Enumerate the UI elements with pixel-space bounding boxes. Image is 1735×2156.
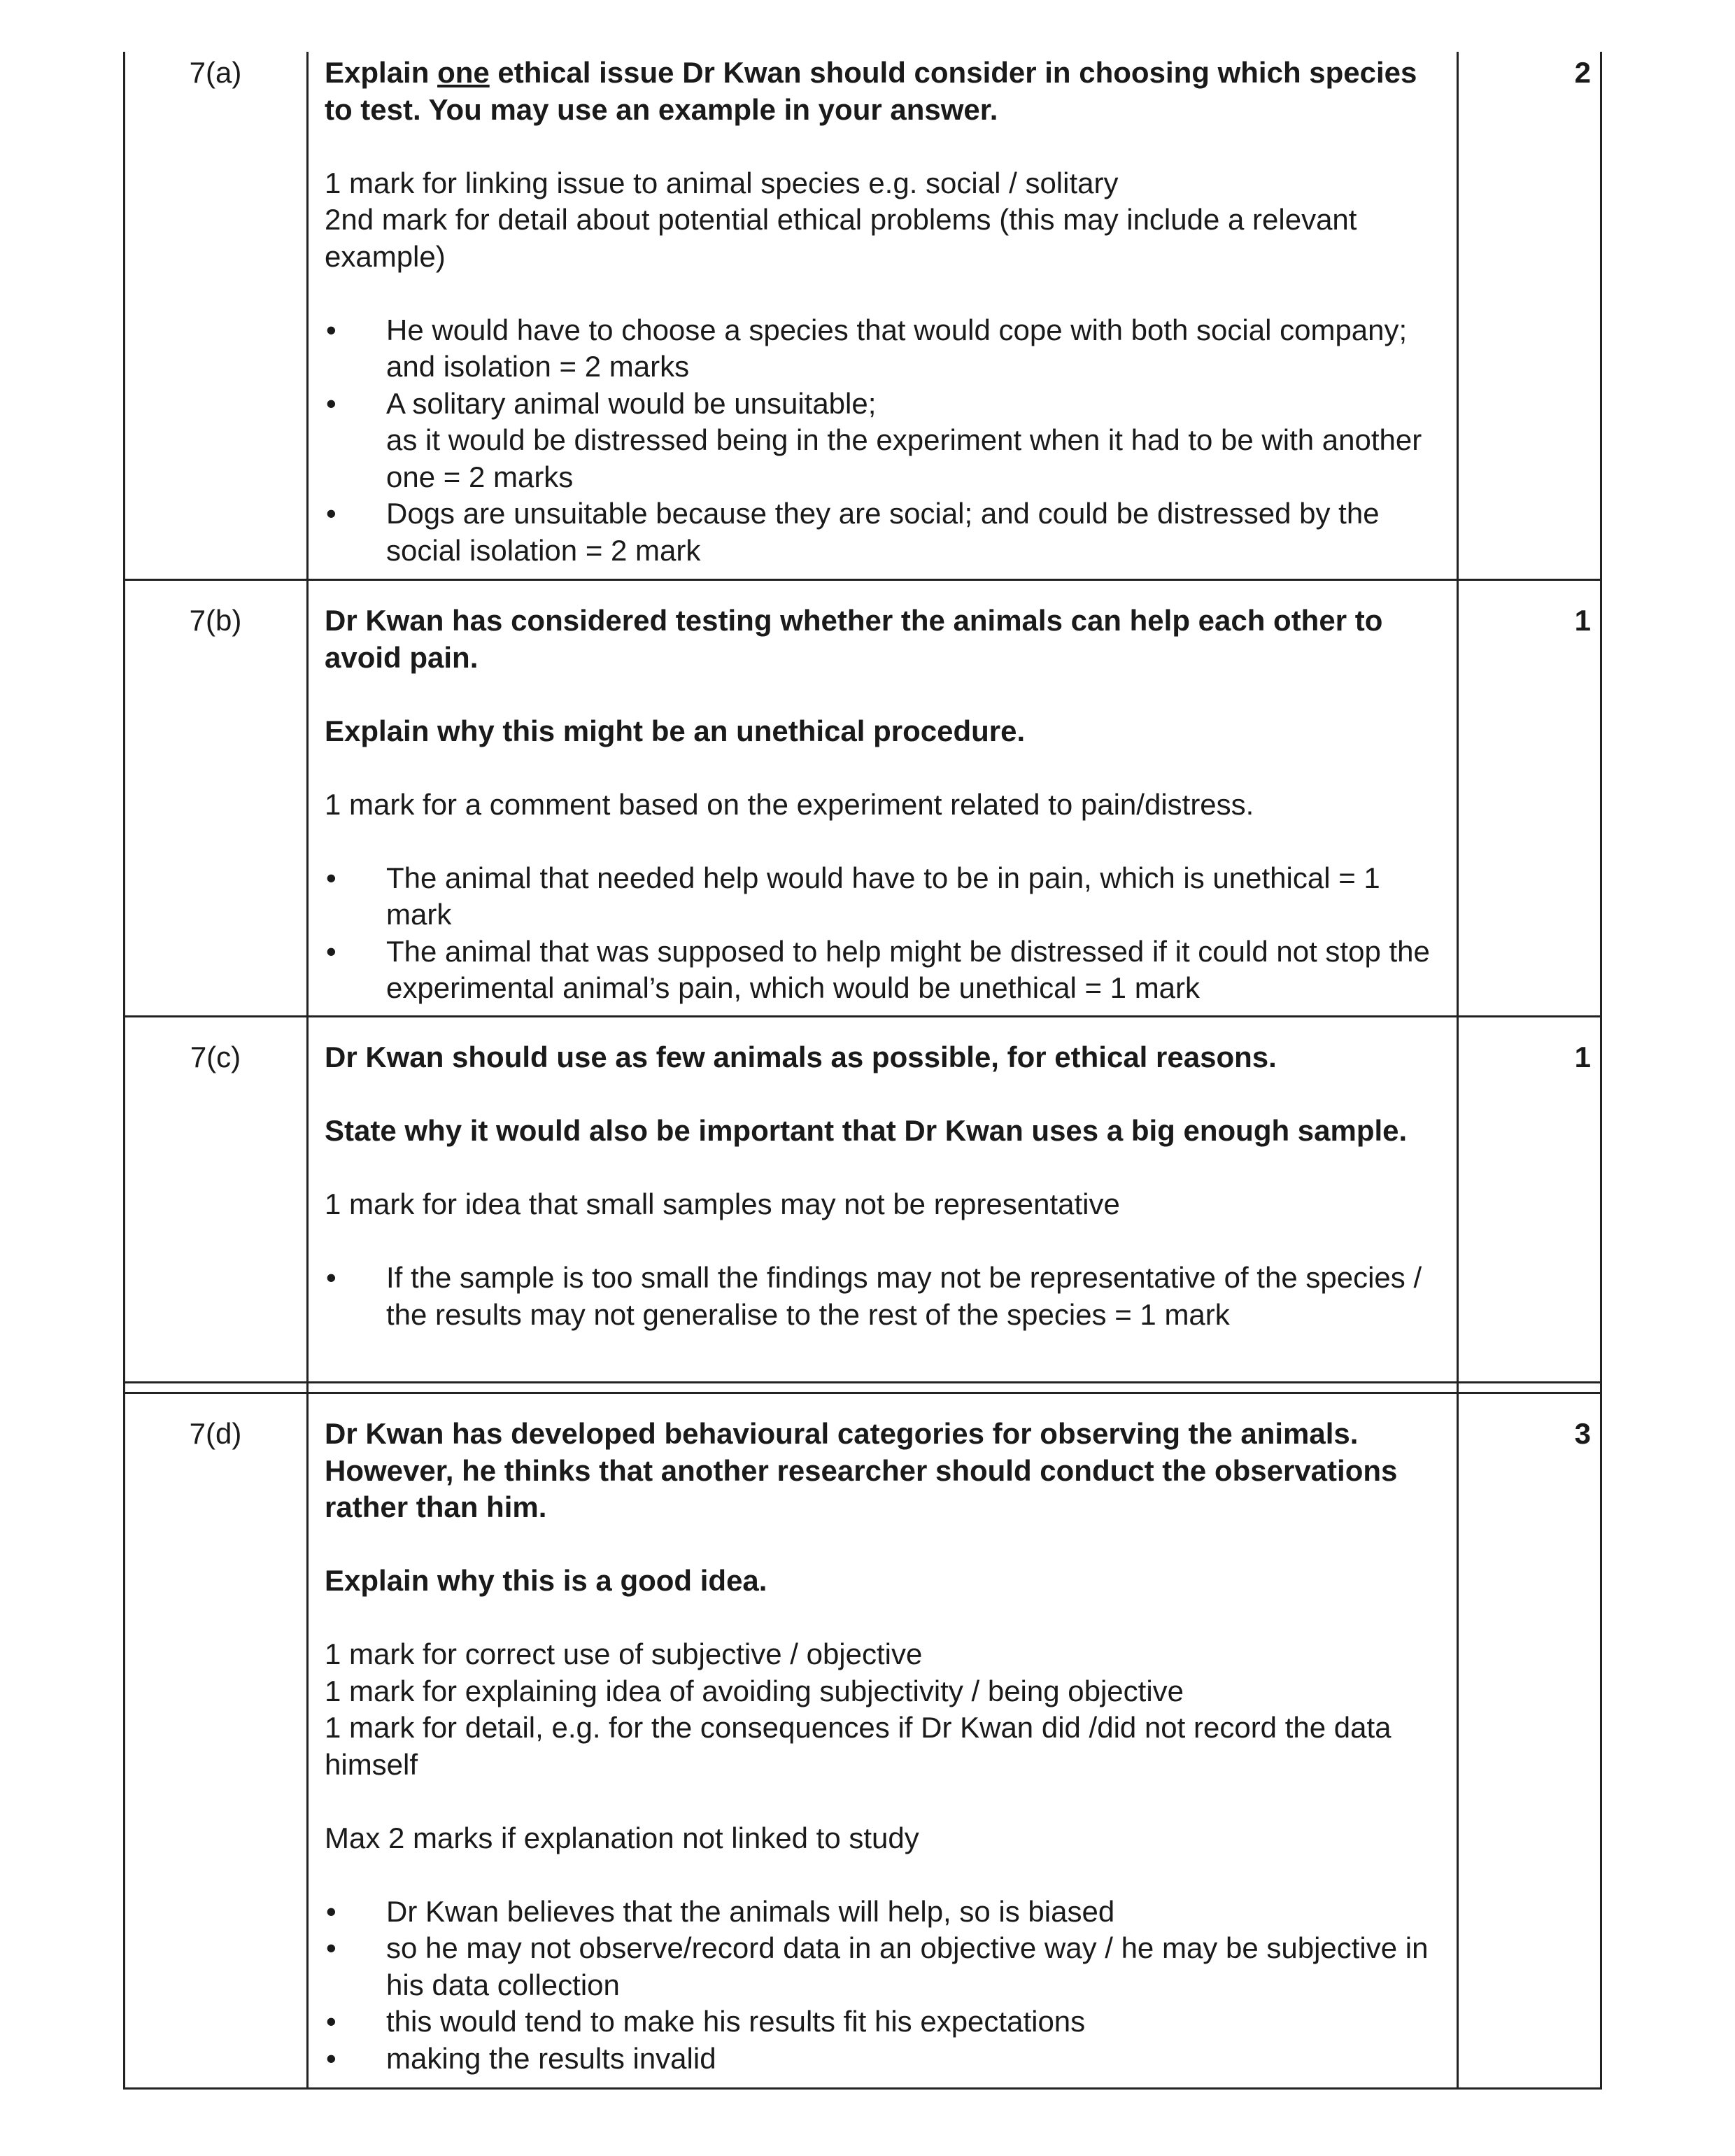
emphasis-underlined: one: [437, 56, 490, 89]
question-instruction: Explain why this is a good idea.: [325, 1564, 767, 1597]
marks-value: 2: [1574, 56, 1591, 89]
row-divider: [123, 1392, 1602, 1394]
marks-value: 1: [1574, 1041, 1591, 1073]
question-content: [325, 1039, 1444, 1333]
marks-value: 3: [1574, 1417, 1591, 1450]
question-number: 7(c): [190, 1041, 241, 1073]
mark-scheme-table: [123, 52, 1602, 2090]
table-border-right: [1600, 52, 1602, 2090]
list-item: • The animal that needed help would have to be in pain, which is unethical = 1 mark: [325, 860, 1444, 933]
marking-guidance: 1 mark for correct use of subjective / objective 1 mark for explaining idea of avoiding subjectivity / being objective 1 mark for detail, e.g. for the consequences if Dr Kwan did /did not record the data himself: [325, 1637, 1391, 1781]
marking-guidance: 1 mark for a comment based on the experiment related to pain/distress.: [325, 787, 1254, 821]
list-item: • making the results invalid: [325, 2041, 1444, 2078]
question-content: [325, 603, 1444, 1007]
table-border-bottom: [123, 2087, 1602, 2090]
column-divider-marks: [1457, 52, 1459, 2090]
question-content: [325, 1416, 1444, 2077]
question-instruction: State why it would also be important that Dr Kwan uses a big enough sample.: [325, 1114, 1408, 1147]
question-text: Dr Kwan has developed behavioural categories for observing the animals. However, he thinks that another researcher should conduct the observations rather than him.: [325, 1417, 1398, 1523]
list-item: • Dogs are unsuitable because they are social; and could be distressed by the social isolation = 2 mark: [325, 495, 1444, 569]
marking-guidance: 1 mark for linking issue to animal species e.g. social / solitary 2nd mark for detail about potential ethical problems (this may include a relevant example): [325, 166, 1357, 273]
marking-note: Max 2 marks if explanation not linked to study: [325, 1821, 919, 1854]
marks-value: 1: [1574, 604, 1591, 637]
answer-list: [325, 1260, 1444, 1333]
list-item: • this would tend to make his results fit his expectations: [325, 2003, 1444, 2041]
question-number: 7(a): [189, 56, 242, 89]
list-item: • If the sample is too small the findings may not be representative of the species / the results may not generalise to the rest of the species = 1 mark: [325, 1260, 1444, 1333]
answer-list: [325, 312, 1444, 570]
list-item: • A solitary animal would be unsuitable; as it would be distressed being in the experiment when it had to be with another one = 2 marks: [325, 386, 1444, 496]
question-instruction: Explain why this might be an unethical procedure.: [325, 714, 1026, 747]
marking-guidance: 1 mark for idea that small samples may not be representative: [325, 1188, 1120, 1220]
answer-list: [325, 1894, 1444, 2078]
list-item: • The animal that was supposed to help might be distressed if it could not stop the experimental animal’s pain, which would be unethical = 1 mark: [325, 933, 1444, 1007]
question-content: [325, 55, 1444, 569]
row-divider: [123, 579, 1602, 581]
question-number: 7(d): [189, 1417, 242, 1450]
answer-list: [325, 860, 1444, 1007]
question-number: 7(b): [189, 604, 242, 637]
row-divider: [123, 1015, 1602, 1017]
row-divider: [123, 1381, 1602, 1383]
question-text: Dr Kwan has considered testing whether the animals can help each other to avoid pain.: [325, 604, 1383, 674]
list-item: • so he may not observe/record data in an objective way / he may be subjective in his data collection: [325, 1930, 1444, 2003]
list-item: • He would have to choose a species that would cope with both social company; and isolation = 2 marks: [325, 312, 1444, 386]
question-text: Explain one ethical issue Dr Kwan should consider in choosing which species to test. You may use an example in your answer.: [325, 56, 1417, 126]
list-item: • Dr Kwan believes that the animals will help, so is biased: [325, 1894, 1444, 1931]
question-text: Dr Kwan should use as few animals as possible, for ethical reasons.: [325, 1041, 1277, 1073]
